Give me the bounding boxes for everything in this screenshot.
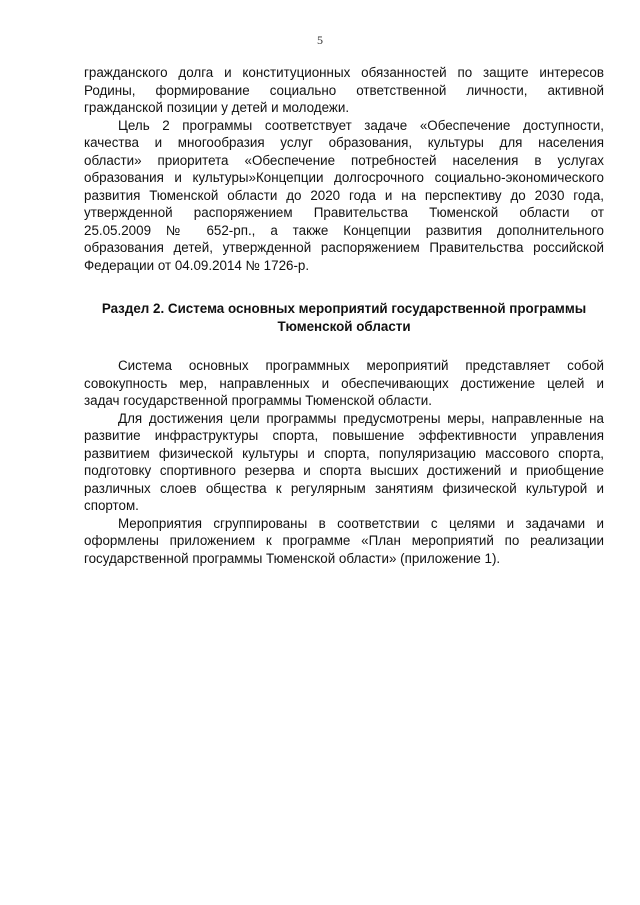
paragraph-line: оформлены приложением к программе «План мероприятий по реализации xyxy=(84,533,604,548)
paragraph-line: Мероприятия сгруппированы в соответствии с целями и задачами и xyxy=(118,515,604,531)
paragraph-system-of-measures xyxy=(84,357,604,410)
paragraph-line: развития Тюменской области до 2020 года и на перспективу до 2030 года, xyxy=(84,187,604,203)
paragraph-line: развитие инфраструктуры спорта, повышение эффективности управления xyxy=(84,428,604,443)
paragraph-civic-duty xyxy=(84,64,604,117)
paragraph-line: утвержденной распоряжением Правительства Тюменской области от xyxy=(84,205,604,220)
paragraph-goal-2 xyxy=(84,117,604,275)
paragraph-line: образования и культуры»Концепции долгосрочного социально-экономического xyxy=(84,170,604,185)
paragraph-line: Родины, формирование социально ответственной личности, активной xyxy=(84,82,604,98)
section-heading-line: Тюменской области xyxy=(277,318,411,334)
paragraph-line: различных слоев общества к регулярным занятиям физической культурой и xyxy=(84,480,604,496)
document-body xyxy=(84,64,604,567)
paragraph-line: области» приоритета «Обеспечение потребностей населения в услугах xyxy=(84,152,604,168)
section-heading-line: Раздел 2. Система основных мероприятий государственной программы xyxy=(101,301,587,316)
paragraph-line: Федерации от 04.09.2014 № 1726-р. xyxy=(84,257,310,273)
paragraph-appendix-reference xyxy=(84,515,604,568)
paragraph-line: развитием физической культуры и спорта, популяризацию массового спорта, xyxy=(84,445,604,461)
paragraph-line: 25.05.2009 № 652-рп., а также Концепции развития дополнительного xyxy=(84,222,604,238)
paragraph-line: гражданской позиции у детей и молодежи. xyxy=(84,100,350,115)
paragraph-line: Система основных программных мероприятий представляет собой xyxy=(118,358,604,373)
paragraph-line: совокупность мер, направленных и обеспечивающих достижение целей и xyxy=(84,375,604,391)
page-number: 5 xyxy=(317,33,323,47)
paragraph-line: гражданского долга и конституционных обязанностей по защите интересов xyxy=(84,65,604,80)
paragraph-line: Для достижения цели программы предусмотрены меры, направленные на xyxy=(118,410,604,426)
paragraph-line: задач государственной программы Тюменской области. xyxy=(84,393,432,408)
paragraph-program-measures xyxy=(84,410,604,515)
section-heading xyxy=(84,300,604,335)
paragraph-line: качества и многообразия услуг образования, культуры для населения xyxy=(84,135,604,150)
paragraph-line: государственной программы Тюменской области» (приложение 1). xyxy=(84,550,501,566)
paragraph-line: спортом. xyxy=(84,498,139,513)
paragraph-line: образования детей, утвержденной распоряжением Правительства российской xyxy=(84,240,604,255)
paragraph-line: подготовку спортивного резерва и спорта высших достижений и приобщение xyxy=(84,463,604,478)
paragraph-line: Цель 2 программы соответствует задаче «Обеспечение доступности, xyxy=(118,117,604,133)
